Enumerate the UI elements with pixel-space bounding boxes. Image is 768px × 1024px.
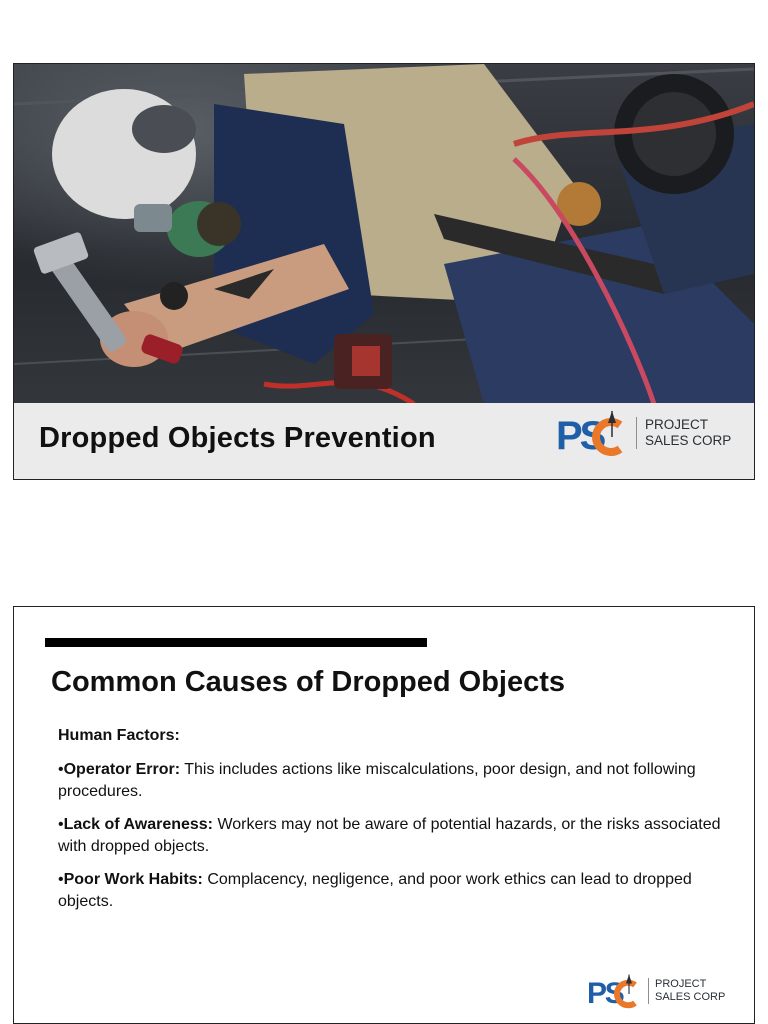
rope-access-worker-photo bbox=[14, 64, 754, 404]
company-name-line1: PROJECT bbox=[645, 417, 709, 433]
bullet-term: Operator Error: bbox=[63, 761, 181, 778]
bullet-item bbox=[58, 869, 730, 913]
company-logo bbox=[586, 973, 725, 1009]
bullet-term: Lack of Awareness: bbox=[63, 816, 214, 833]
bullet-marker: • bbox=[58, 761, 64, 778]
subheading: Human Factors: bbox=[58, 727, 180, 744]
psc-logo-mark-icon bbox=[556, 409, 628, 457]
company-name bbox=[636, 417, 731, 448]
bullet-item bbox=[58, 814, 730, 858]
psc-logo-mark-icon bbox=[586, 973, 642, 1009]
company-name-line1: PROJECT bbox=[655, 978, 707, 991]
slide-title: Dropped Objects Prevention bbox=[39, 422, 436, 454]
title-slide bbox=[13, 63, 755, 480]
company-name bbox=[648, 978, 725, 1003]
company-logo bbox=[556, 409, 731, 457]
slide-body bbox=[58, 725, 730, 924]
bullet-text: Complacency, negligence, and poor work ethics can lead to dropped objects. bbox=[58, 871, 692, 910]
bullet-item bbox=[58, 759, 730, 803]
company-name-line2: SALES CORP bbox=[645, 433, 732, 448]
company-name-line2: SALES CORP bbox=[655, 991, 726, 1003]
svg-text:PS: PS bbox=[587, 977, 623, 1009]
bullet-text: This includes actions like miscalculations, poor design, and not following procedures. bbox=[58, 761, 696, 800]
slide-title: Common Causes of Dropped Objects bbox=[51, 666, 566, 698]
bullet-term: Poor Work Habits: bbox=[63, 871, 203, 888]
content-slide bbox=[13, 606, 755, 1024]
svg-text:PS: PS bbox=[556, 414, 604, 457]
bullet-marker: • bbox=[58, 816, 64, 833]
bullet-marker: • bbox=[58, 871, 64, 888]
accent-bar bbox=[45, 638, 427, 647]
bullet-text: Workers may not be aware of potential hazards, or the risks associated with dropped objects. bbox=[58, 816, 721, 855]
